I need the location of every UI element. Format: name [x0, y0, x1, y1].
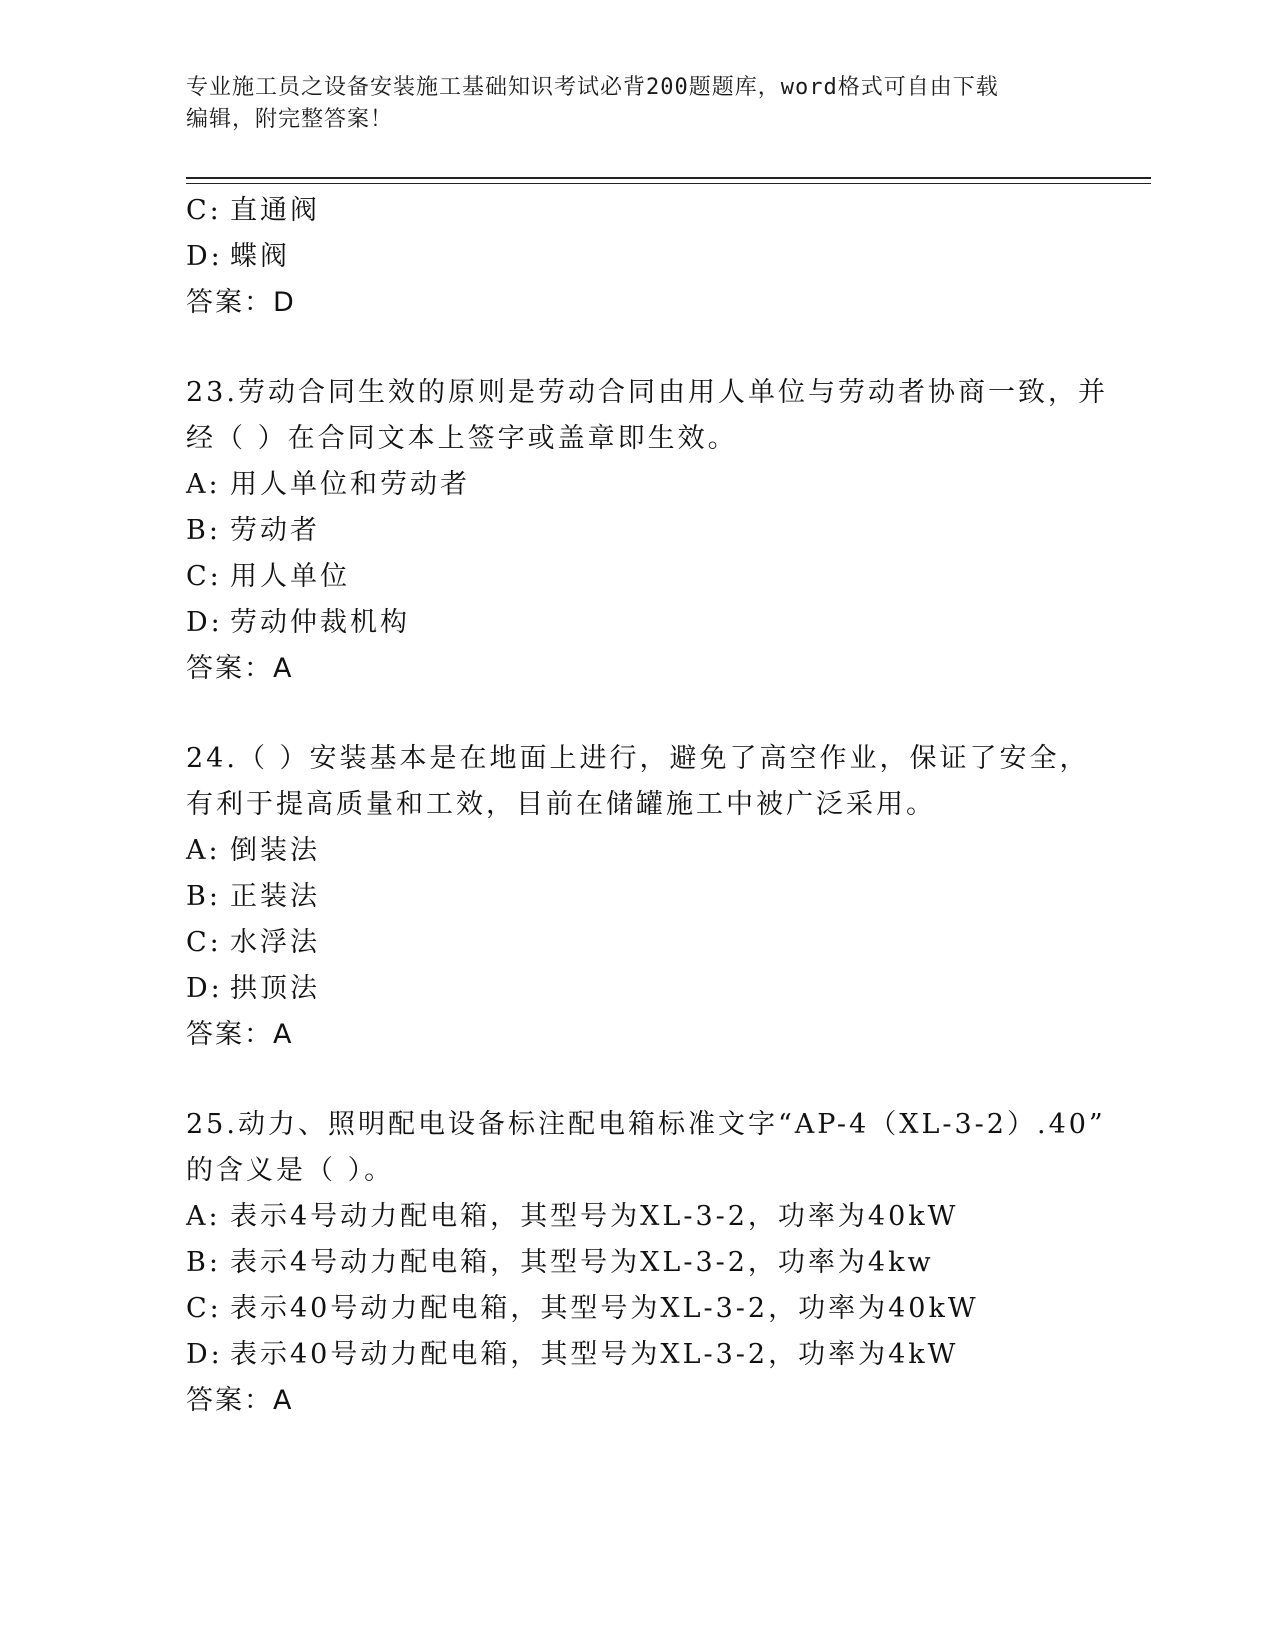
option-key: B: [186, 1247, 221, 1278]
option-key: A: [186, 469, 221, 500]
answer-line: 答案：A [186, 653, 294, 684]
header-rule-thin [186, 183, 1151, 184]
option-c [186, 920, 1146, 966]
question-text-line-2: 经（ ）在合同文本上签字或盖章即生效。 [186, 423, 738, 454]
question-text-line-2: 有利于提高质量和工效，目前在储罐施工中被广泛采用。 [186, 789, 936, 820]
option-text: 倒装法 [230, 835, 320, 866]
option-text: 拱顶法 [230, 973, 320, 1004]
option-c [186, 188, 1146, 234]
answer-line: 答案：A [186, 1019, 294, 1050]
option-a [186, 462, 1146, 508]
answer-line: 答案：A [186, 1385, 294, 1416]
option-text: 表示40号动力配电箱，其型号为XL-3-2，功率为4kW [230, 1339, 959, 1370]
option-text: 劳动仲裁机构 [230, 607, 410, 638]
question-text-line-1: 24.（ ）安装基本是在地面上进行，避免了高空作业，保证了安全， [186, 743, 1090, 774]
option-text: 正装法 [230, 881, 320, 912]
option-key: C: [186, 1293, 222, 1324]
question-text-line-1: 25.动力、照明配电设备标注配电箱标准文字“AP-4（XL-3-2）.40” [186, 1109, 1106, 1140]
option-key: B: [186, 881, 221, 912]
option-key: C: [186, 195, 222, 226]
option-text: 用人单位和劳动者 [230, 469, 470, 500]
option-b [186, 874, 1146, 920]
option-c [186, 1286, 1146, 1332]
option-key: D: [186, 973, 223, 1004]
option-key: D: [186, 1339, 223, 1370]
option-b [186, 508, 1146, 554]
option-key: C: [186, 561, 222, 592]
document-header [186, 72, 1086, 136]
option-d [186, 1332, 1146, 1378]
option-text: 直通阀 [230, 195, 320, 226]
question-list [186, 188, 1146, 1424]
option-d [186, 600, 1146, 646]
option-key: D: [186, 607, 223, 638]
option-key: D: [186, 241, 223, 272]
option-key: B: [186, 515, 221, 546]
question-25 [186, 1102, 1146, 1424]
option-text: 水浮法 [230, 927, 320, 958]
option-text: 表示40号动力配电箱，其型号为XL-3-2，功率为40kW [230, 1293, 979, 1324]
header-line-2: 编辑，附完整答案！ [186, 107, 394, 132]
option-text: 表示4号动力配电箱，其型号为XL-3-2，功率为40kW [230, 1201, 959, 1232]
header-rule [186, 177, 1151, 179]
option-key: C: [186, 927, 222, 958]
option-text: 蝶阀 [230, 241, 290, 272]
option-text: 用人单位 [230, 561, 350, 592]
option-d [186, 966, 1146, 1012]
option-key: A: [186, 835, 221, 866]
question-text-line-1: 23.劳动合同生效的原则是劳动合同由用人单位与劳动者协商一致，并 [186, 377, 1108, 408]
spacer [186, 692, 1146, 736]
option-text: 劳动者 [230, 515, 320, 546]
answer-line: 答案：D [186, 287, 296, 318]
spacer [186, 1058, 1146, 1102]
option-key: A: [186, 1201, 221, 1232]
option-b [186, 1240, 1146, 1286]
option-a [186, 828, 1146, 874]
question-22 [186, 188, 1146, 326]
question-23 [186, 370, 1146, 692]
option-d [186, 234, 1146, 280]
option-a [186, 1194, 1146, 1240]
option-text: 表示4号动力配电箱，其型号为XL-3-2，功率为4kw [230, 1247, 934, 1278]
spacer [186, 326, 1146, 370]
header-line-1: 专业施工员之设备安装施工基础知识考试必背200题题库，word格式可自由下载 [186, 75, 999, 100]
question-text-line-2: 的含义是（ ）。 [186, 1155, 395, 1186]
option-c [186, 554, 1146, 600]
question-24 [186, 736, 1146, 1058]
